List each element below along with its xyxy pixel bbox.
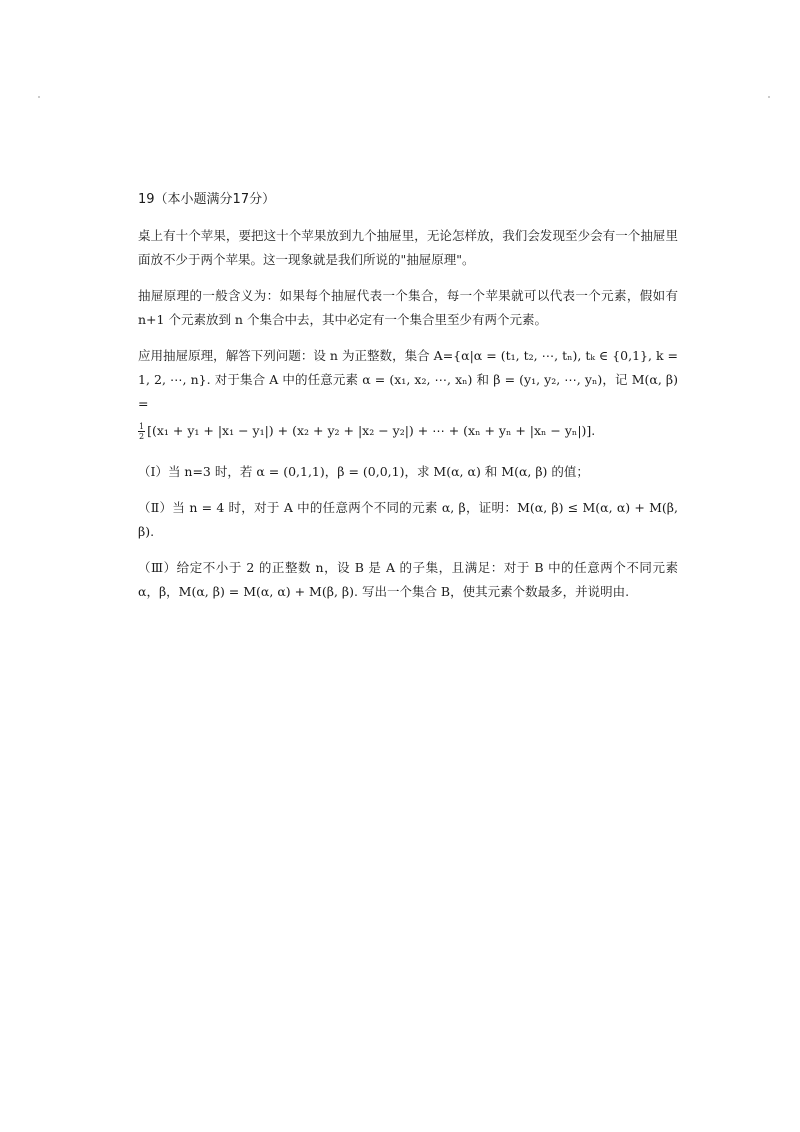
formula-body: [(x₁ + y₁ + |x₁ − y₁|) + (x₂ + y₂ + |x₂ − y₂|) + ⋯ + (xₙ + yₙ + |xₙ − yₙ|)]. [147, 423, 596, 438]
part-three: （Ⅲ）给定不小于 2 的正整数 n，设 B 是 A 的子集，且满足：对于 B 中的任意两个不同元素 α，β，M(α, β) = M(α, α) + M(β, β). 写出一个集合 B，使其元素个数最多，并说明由. [138, 560, 678, 599]
part-two: （Ⅱ）当 n = 4 时，对于 A 中的任意两个不同的元素 α, β，证明：M(α, β) ≤ M(α, α) + M(β, β). [138, 500, 678, 539]
intro-paragraph: 桌上有十个苹果，要把这十个苹果放到九个抽屉里，无论怎样放，我们会发现至少会有一个抽屉里面放不少于两个苹果。这一现象就是我们所说的"抽屉原理"。 [138, 228, 678, 267]
scan-speck-left [38, 96, 40, 98]
application-paragraph: 应用抽屉原理，解答下列问题：设 n 为正整数，集合 A={α|α = (t₁, t₂, ⋯, tₙ), tₖ ∈ {0,1}, k = 1, 2, ⋯, n}. 对于集合 A 中的任意元素 α = (x₁, x₂, ⋯, xₙ) 和 β = (y₁, y₂, ⋯, yₙ)，记 M(α, β) = [138, 348, 678, 411]
fraction-denominator: 2 [139, 432, 145, 441]
problem-heading: 19（本小题满分17分） [138, 192, 276, 207]
problem-block [138, 190, 678, 616]
one-half-fraction [138, 422, 145, 441]
part-one: （Ⅰ）当 n=3 时，若 α = (0,1,1)，β = (0,0,1)，求 M(α, α) 和 M(α, β) 的值； [138, 464, 589, 479]
fraction-numerator: 1 [139, 422, 145, 431]
principle-paragraph: 抽屉原理的一般含义为：如果每个抽屉代表一个集合，每一个苹果就可以代表一个元素，假如有 n+1 个元素放到 n 个集合中去，其中必定有一个集合里至少有两个元素。 [138, 288, 678, 327]
definition-formula [138, 418, 678, 444]
scan-speck-right [768, 96, 770, 98]
